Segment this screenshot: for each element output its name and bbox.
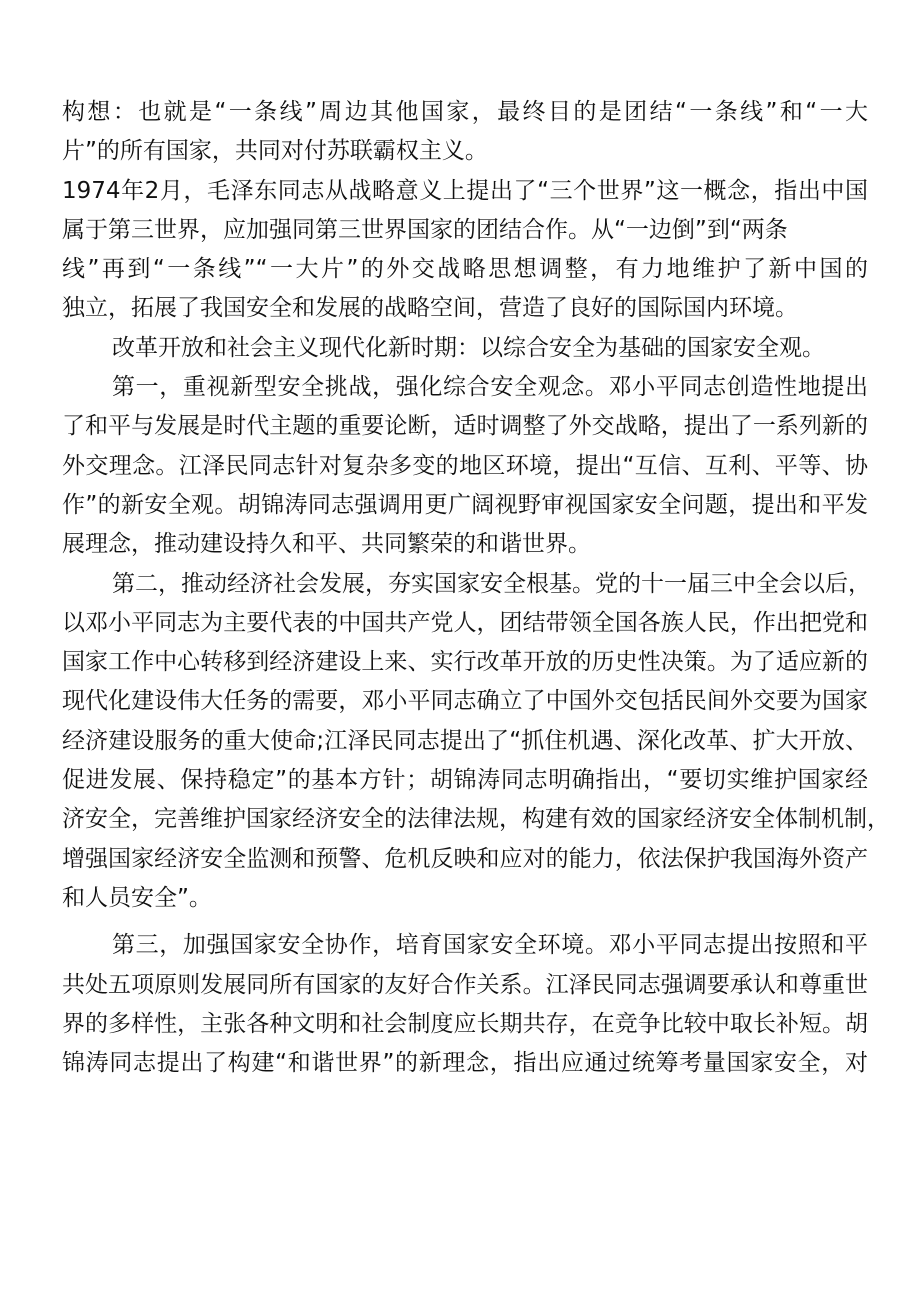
text-line: 展理念，推动建设持久和平、共同繁荣的和谐世界。 <box>62 531 591 558</box>
paragraph-6 <box>62 926 868 1083</box>
text-line: 锦涛同志提出了构建“和谐世界”的新理念，指出应通过统筹考量国家安全，对 <box>62 1050 868 1077</box>
text-line: 第二，推动经济社会发展，夯实国家安全根基。党的十一届三中全会以后， <box>112 570 871 597</box>
text-line: 以邓小平同志为主要代表的中国共产党人，团结带领全国各族人民，作出把党和 <box>62 609 868 636</box>
text-line: 片”的所有国家，共同对付苏联霸权主义。 <box>62 138 488 165</box>
text-line: 经济建设服务的重大使命;江泽民同志提出了“抓住机遇、深化改革、扩大开放、 <box>62 727 868 754</box>
text-line: 和人员安全”。 <box>62 884 212 911</box>
paragraph-1 <box>62 93 868 172</box>
text-line: 独立，拓展了我国安全和发展的战略空间，营造了良好的国际国内环境。 <box>62 295 798 322</box>
text-line: 界的多样性，主张各种文明和社会制度应长期共存，在竞争比较中取长补短。胡 <box>62 1010 868 1037</box>
text-line: 济安全，完善维护国家经济安全的法律法规，构建有效的国家经济安全体制机制， <box>62 806 890 833</box>
text-line: 线”再到“一条线”“一大片”的外交战略思想调整，有力地维护了新中国的 <box>62 256 868 283</box>
text-line: 增强国家经济安全监测和预警、危机反映和应对的能力，依法保护我国海外资产 <box>62 845 868 872</box>
paragraph-3 <box>62 329 868 368</box>
text-line: 外交理念。江泽民同志针对复杂多变的地区环境，提出“互信、互利、平等、协 <box>62 452 868 479</box>
paragraph-4 <box>62 368 868 564</box>
text-line: 促进发展、保持稳定”的基本方针；胡锦涛同志明确指出，“要切实维护国家经 <box>62 767 868 794</box>
text-line: 第三，加强国家安全协作，培育国家安全环境。邓小平同志提出按照和平 <box>112 932 868 959</box>
text-line: 了和平与发展是时代主题的重要论断，适时调整了外交战略，提出了一系列新的 <box>62 413 868 440</box>
section-heading: 改革开放和社会主义现代化新时期：以综合安全为基础的国家安全观。 <box>112 334 825 361</box>
text-line: 共处五项原则发展同所有国家的友好合作关系。江泽民同志强调要承认和尊重世 <box>62 971 868 998</box>
text-line: 属于第三世界，应加强同第三世界国家的团结合作。从“一边倒”到“两条 <box>62 216 788 243</box>
document-body <box>62 93 890 1083</box>
text-line: 构想：也就是“一条线”周边其他国家，最终目的是团结“一条线”和“一大 <box>62 99 868 125</box>
text-line: 现代化建设伟大任务的需要，邓小平同志确立了中国外交包括民间外交要为国家 <box>62 688 868 715</box>
text-line: 第一，重视新型安全挑战，强化综合安全观念。邓小平同志创造性地提出 <box>112 374 868 401</box>
paragraph-5 <box>62 565 890 919</box>
text-line: 作”的新安全观。胡锦涛同志强调用更广阔视野审视国家安全问题，提出和平发 <box>62 491 868 518</box>
text-line: 国家工作中心转移到经济建设上来、实行改革开放的历史性决策。为了适应新的 <box>62 649 868 676</box>
text-line: 1974年2月，毛泽东同志从战略意义上提出了“三个世界”这一概念，指出中国 <box>62 177 868 204</box>
paragraph-2 <box>62 172 868 329</box>
